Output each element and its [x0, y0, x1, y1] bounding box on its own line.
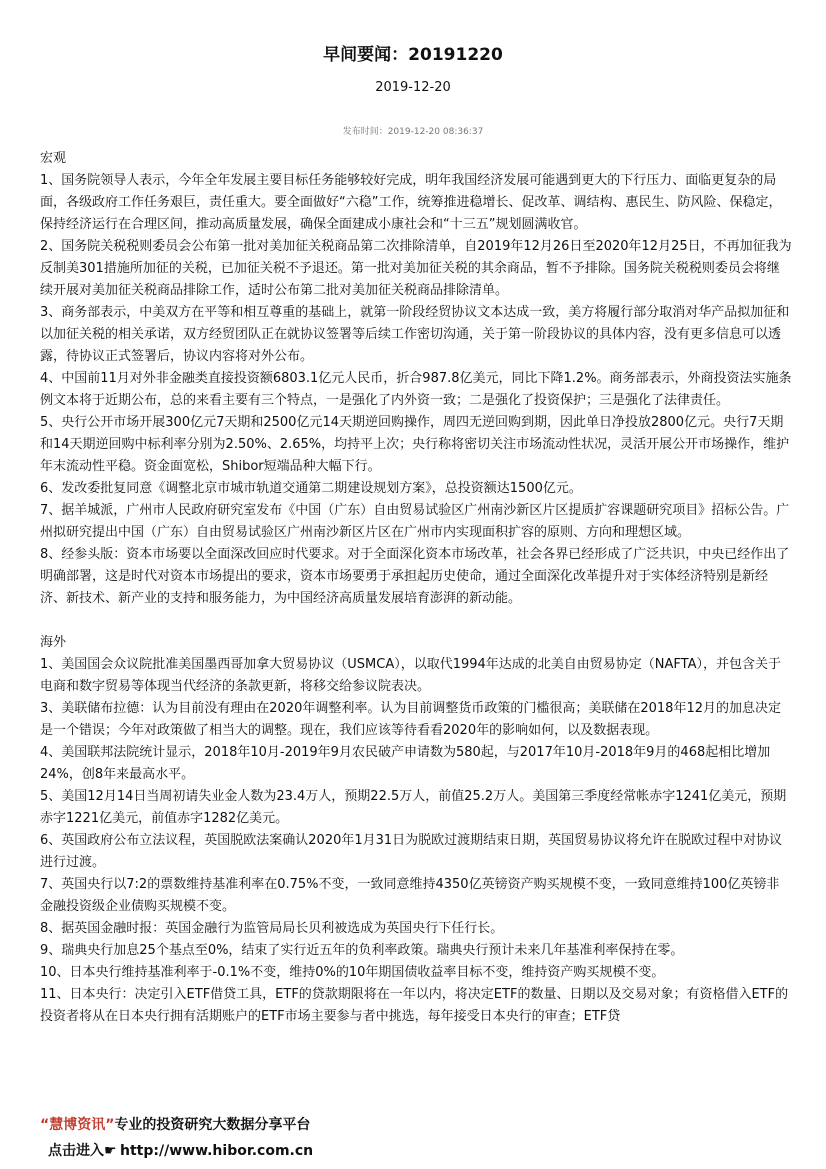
news-item: 5、美国12月14日当周初请失业金人数为23.4万人，预期22.5万人，前值25.2万人。美国第三季度经常帐赤字1241亿美元，预期赤字1221亿美元，前值赤字1282亿美元。: [40, 789, 787, 826]
brand-slogan: 专业的投资研究大数据分享平台: [114, 1117, 311, 1133]
publish-time: 发布时间：2019-12-20 08:36:37: [342, 127, 484, 137]
footer-link-line[interactable]: [48, 1140, 313, 1160]
news-item: 8、经参头版：资本市场要以全面深改回应时代要求。对于全面深化资本市场改革，社会各界已经形成了广泛共识，中央已经作出了明确部署，这是时代对资本市场提出的要求，资本市场要勇于承担起历史使命，通过全面深化改革提升对于实体经济特别是新经济、新技术、新产业的支持和服务能力，为中国经济高质量发展培育澎湃的新动能。: [40, 547, 790, 606]
section-overseas: [40, 632, 792, 1028]
website-link[interactable]: http://www.hibor.com.cn: [120, 1143, 314, 1159]
news-item: 2、国务院关税税则委员会公布第一批对美加征关税商品第二次排除清单，自2019年12月26日至2020年12月25日，不再加征我为反制美301措施所加征的关税，已加征关税不予退还。第一批对美加征关税的其余商品，暂不予排除。国务院关税税则委员会将继续开展对美加征关税商品排除工作，适时公布第二批对美加征关税商品排除清单。: [40, 239, 792, 298]
news-item: 6、英国政府公布立法议程，英国脱欧法案确认2020年1月31日为脱欧过渡期结束日期，英国贸易协议将允许在脱欧过程中对协议进行过渡。: [40, 833, 783, 870]
link-prefix: 点击进入: [48, 1143, 104, 1159]
section-heading: 海外: [40, 635, 67, 650]
news-item: 6、发改委批复同意《调整北京市城市轨道交通第二期建设规划方案》，总投资额达1500亿元。: [40, 481, 582, 496]
news-item: 4、美国联邦法院统计显示，2018年10月-2019年9月农民破产申请数为580起，与2017年10月-2018年9月的468起相比增加24%，创8年来最高水平。: [40, 745, 771, 782]
news-item: 4、中国前11月对外非金融类直接投资额6803.1亿元人民币，折合987.8亿美元，同比下降1.2%。商务部表示，外商投资法实施条例文本将于近期公布，总的来看主要有三个特点，一是强化了内外资一致；二是强化了投资保护；三是强化了法律责任。: [40, 371, 792, 408]
news-item: 8、据英国金融时报：英国金融行为监管局局长贝利被选成为英国央行下任行长。: [40, 921, 504, 936]
report-date: 2019-12-20: [375, 80, 451, 95]
section-heading: 宏观: [40, 151, 67, 166]
news-item: 3、美联储布拉德：认为目前没有理由在2020年调整利率。认为目前调整货币政策的门槛很高；美联储在2018年12月的加息决定是一个错误；今年对政策做了相当大的调整。现在，我们应该等待看看2020年的影响如何，以及数据表现。: [40, 701, 781, 738]
news-item: 7、据羊城派，广州市人民政府研究室发布《中国（广东）自由贸易试验区广州南沙新区片区提质扩容课题研究项目》招标公告。广州拟研究提出中国（广东）自由贸易试验区广州南沙新区片区在广州市内实现面积扩容的原则、方向和理想区域。: [40, 503, 790, 540]
brand-name: “慧博资讯”: [40, 1117, 115, 1133]
news-item: 1、美国国会众议院批准美国墨西哥加拿大贸易协议（USMCA），以取代1994年达成的北美自由贸易协定（NAFTA），并包含关于电商和数字贸易等体现当代经济的条款更新，将移交给参议院表决。: [40, 657, 782, 694]
footer-slogan-line: [40, 1114, 310, 1134]
news-item: 11、日本央行：决定引入ETF借贷工具，ETF的贷款期限将在一年以内，将决定ETF的数量、日期以及交易对象；有资格借入ETF的投资者将从在日本央行拥有活期账户的ETF市场主要参与者中挑选，每年接受日本央行的审查；ETF贷: [40, 987, 789, 1024]
section-macro: [40, 148, 792, 610]
article-body: [40, 148, 792, 1028]
news-item: 7、英国央行以7:2的票数维持基准利率在0.75%不变，一致同意维持4350亿英镑资产购买规模不变，一致同意维持100亿英镑非金融投资级企业债购买规模不变。: [40, 877, 780, 914]
news-item: 5、央行公开市场开展300亿元7天期和2500亿元14天期逆回购操作，周四无逆回购到期，因此单日净投放2800亿元。央行7天期和14天期逆回购中标利率分别为2.50%、2.65%，均持平上次；央行称将密切关注市场流动性状况，灵活开展公开市场操作，维护年末流动性平稳。资金面宽松，Shibor短端品种大幅下行。: [40, 415, 790, 474]
news-item: 10、日本央行维持基准利率于-0.1%不变，维持0%的10年期国债收益率目标不变，维持资产购买规模不变。: [40, 965, 665, 980]
news-item: 3、商务部表示，中美双方在平等和相互尊重的基础上，就第一阶段经贸协议文本达成一致，美方将履行部分取消对华产品拟加征和以加征关税的相关承诺，双方经贸团队正在就协议签署等后续工作密切沟通，关于第一阶段协议的具体内容，没有更多信息可以透露，待协议正式签署后，协议内容将对外公布。: [40, 305, 790, 364]
news-item: 9、瑞典央行加息25个基点至0%，结束了实行近五年的负利率政策。瑞典央行预计未来几年基准利率保持在零。: [40, 943, 684, 958]
page-title: 早间要闻：20191220: [323, 45, 503, 65]
section-gap: [40, 610, 792, 632]
footer-banner: [0, 1108, 826, 1169]
news-item: 1、国务院领导人表示，今年全年发展主要目标任务能够较好完成，明年我国经济发展可能遇到更大的下行压力、面临更复杂的局面，各级政府工作任务艰巨，责任重大。要全面做好“六稳”工作，统筹推进稳增长、促改革、调结构、惠民生、防风险、保稳定，保持经济运行在合理区间，推动高质量发展，确保全面建成小康社会和“十三五”规划圆满收官。: [40, 173, 782, 232]
pointing-hand-icon: ☛: [104, 1143, 117, 1159]
